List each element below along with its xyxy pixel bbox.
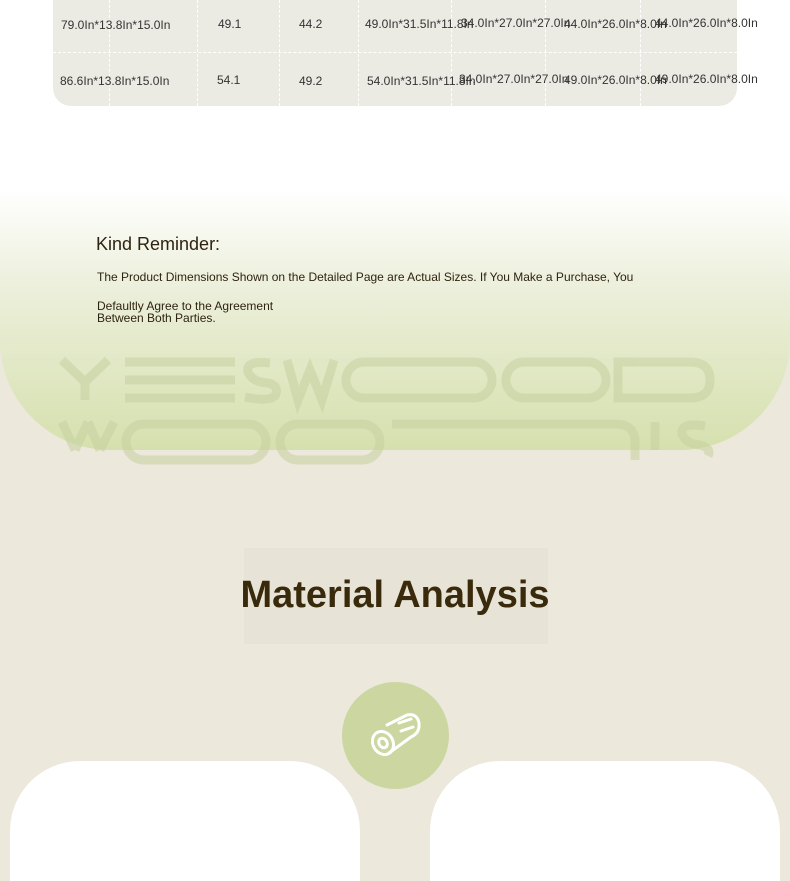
material-card (10, 761, 360, 881)
wood-log-icon (342, 682, 449, 789)
wood-log-icon (369, 709, 422, 762)
dimensions-table (53, 0, 758, 106)
section-title: Material Analysis (240, 574, 550, 616)
table-cell: 49.1 (218, 17, 242, 31)
table-cell: 54.1 (217, 73, 241, 87)
table-cell: 49.2 (299, 74, 323, 88)
reminder-text: Defaultly Agree to the Agreement (97, 299, 274, 313)
table-row (53, 0, 758, 53)
table-cell: 34.0In*27.0In*27.0In (459, 72, 569, 86)
table-cell: 49.0In*26.0In*8.0In (564, 73, 667, 87)
table-cell: 79.0In*13.8In*15.0In (61, 18, 171, 32)
table-cell: 44.0In*26.0In*8.0In (655, 16, 758, 30)
table-cell: 44.2 (299, 17, 323, 31)
kind-reminder-section (0, 190, 790, 450)
table-cell: 49.0In*26.0In*8.0In (655, 72, 758, 86)
table-cell: 34.0In*27.0In*27.0In (461, 16, 571, 30)
reminder-text: Between Both Parties. (97, 311, 216, 325)
table-cell: 86.6In*13.8In*15.0In (60, 74, 170, 88)
reminder-text: The Product Dimensions Shown on the Detailed Page are Actual Sizes. If You Make a Purchase, You (97, 270, 634, 284)
material-card (430, 761, 780, 881)
reminder-title: Kind Reminder: (96, 234, 221, 254)
table-cell: 54.0In*31.5In*11.8In (367, 74, 476, 88)
table-row (53, 53, 758, 106)
table-cell: 49.0In*31.5In*11.8In (365, 17, 474, 31)
table-cell: 44.0In*26.0In*8.0In (564, 17, 667, 31)
table-section (0, 0, 790, 190)
